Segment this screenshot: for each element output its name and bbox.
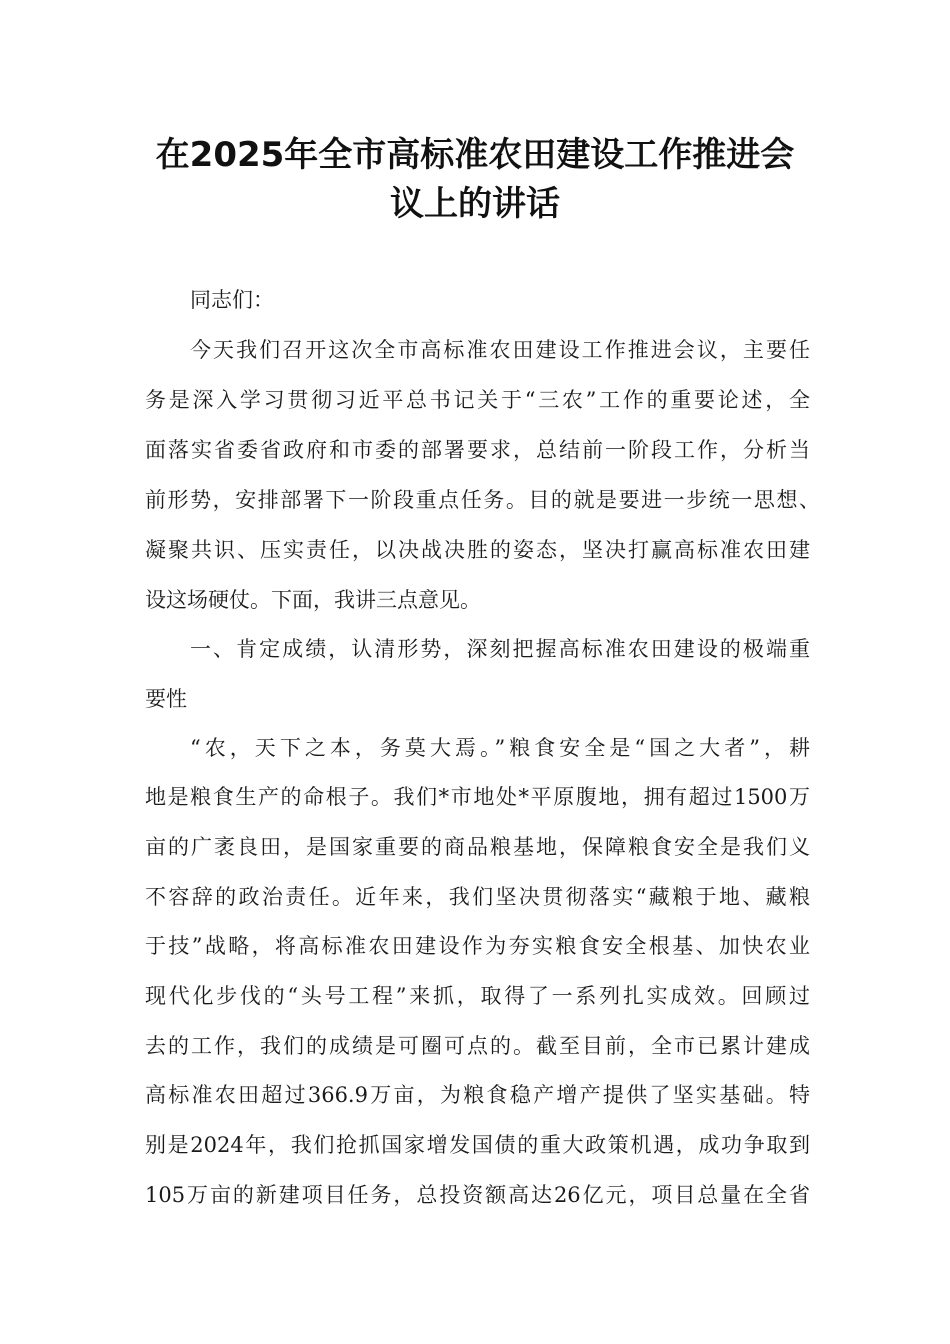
- paragraph-2-line: 别是2024年，我们抢抓国家增发国债的重大政策机遇，成功争取到: [145, 1133, 810, 1157]
- paragraph-1-line: 设这场硬仗。下面，我讲三点意见。: [145, 588, 481, 612]
- paragraph-2-line: 地是粮食生产的命根子。我们*市地处*平原腹地，拥有超过1500万: [145, 785, 810, 809]
- paragraph-1-line: 前形势，安排部署下一阶段重点任务。目的就是要进一步统一思想、: [145, 488, 820, 512]
- paragraph-2-line: “农，天下之本，务莫大焉。”粮食安全是“国之大者”，耕: [190, 736, 810, 760]
- paragraph-2-line: 高标准农田超过366.9万亩，为粮食稳产增产提供了坚实基础。特: [145, 1083, 810, 1107]
- paragraph-1-line: 面落实省委省政府和市委的部署要求，总结前一阶段工作，分析当: [145, 438, 810, 462]
- document-title-line-1: 在2025年全市高标准农田建设工作推进会: [155, 135, 795, 175]
- document-title-line-2: 议上的讲话: [390, 184, 560, 224]
- paragraph-1-line: 务是深入学习贯彻习近平总书记关于“三农”工作的重要论述，全: [145, 388, 810, 412]
- paragraph-2-line: 105万亩的新建项目任务，总投资额高达26亿元，项目总量在全省: [145, 1183, 810, 1207]
- paragraph-2-line: 现代化步伐的“头号工程”来抓，取得了一系列扎实成效。回顾过: [145, 984, 810, 1008]
- paragraph-1-line: 凝聚共识、压实责任，以决战决胜的姿态，坚决打赢高标准农田建: [145, 538, 810, 562]
- paragraph-2-line: 去的工作，我们的成绩是可圈可点的。截至目前，全市已累计建成: [145, 1034, 810, 1058]
- section-heading-line: 要性: [145, 687, 187, 711]
- paragraph-2-line: 于技”战略，将高标准农田建设作为夯实粮食安全根基、加快农业: [145, 934, 810, 958]
- paragraph-2-line: 不容辞的政治责任。近年来，我们坚决贯彻落实“藏粮于地、藏粮: [145, 885, 810, 909]
- paragraph-2-line: 亩的广袤良田，是国家重要的商品粮基地，保障粮食安全是我们义: [145, 835, 810, 859]
- section-heading-line: 一、肯定成绩，认清形势，深刻把握高标准农田建设的极端重: [190, 637, 810, 661]
- salutation: 同志们：: [190, 288, 274, 312]
- paragraph-1-line: 今天我们召开这次全市高标准农田建设工作推进会议，主要任: [190, 338, 810, 362]
